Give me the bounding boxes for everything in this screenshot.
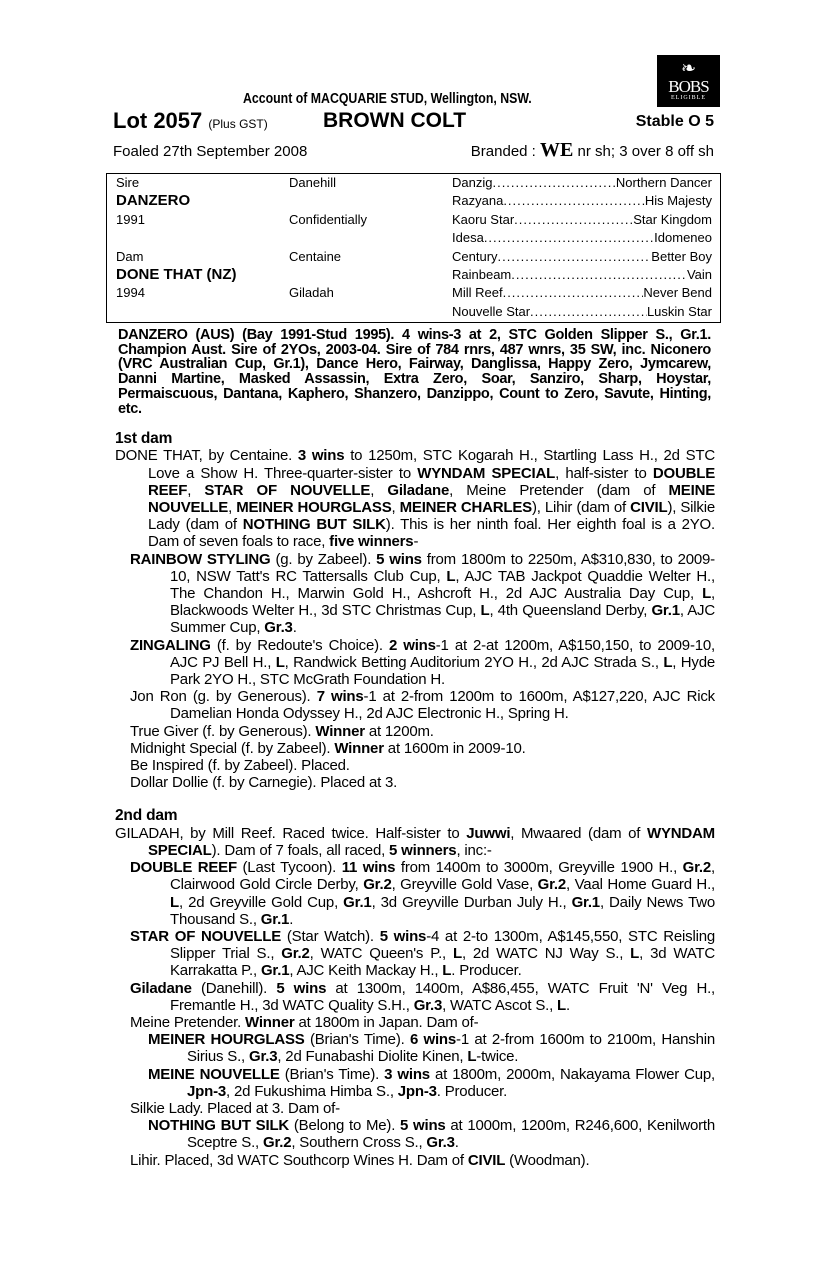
text: Jon Ron (g. by Generous).	[130, 688, 317, 706]
bold-text: 6 wins	[409, 1031, 457, 1049]
bold-text: Gr.3	[248, 1048, 278, 1066]
text: , Meine Pretender (dam of	[449, 481, 669, 499]
text: GILADAH, by Mill Reef. Raced twice. Half-sister to	[115, 824, 467, 842]
pedigree-col3	[452, 211, 712, 230]
pedigree-row	[107, 248, 720, 267]
bold-text: NOTHING BUT SILK	[242, 516, 386, 534]
ancestor: Mill Reef	[452, 285, 503, 301]
bold-text: RAINBOW STYLING	[130, 550, 271, 568]
leader-dots	[514, 211, 633, 230]
text: (g. by Zabeel).	[270, 550, 377, 568]
logo-text: BOBS	[668, 77, 709, 96]
pedigree-col3	[452, 248, 712, 267]
text: , inc:-	[456, 841, 492, 859]
bold-text: CIVIL	[630, 499, 668, 517]
pedigree-col3	[452, 174, 712, 193]
text: at 1600m in 2009-10.	[383, 739, 526, 757]
text: ,	[370, 481, 388, 499]
text: (Star Watch).	[281, 927, 380, 945]
text: ). Dam of 7 foals, all raced,	[211, 841, 390, 859]
text: (f. by Redoute's Choice).	[210, 636, 389, 654]
catalogue-text	[115, 328, 715, 1169]
pedigree-entry	[148, 1117, 715, 1151]
bold-text: Gr.2	[682, 859, 712, 877]
pedigree-row	[107, 284, 720, 303]
pedigree-col2: Confidentially	[289, 211, 368, 227]
bold-text: Juwwi	[466, 824, 511, 842]
pedigree-entry	[130, 859, 715, 928]
ancestor-sire: Vain	[686, 267, 712, 282]
ancestor-sire: Star Kingdom	[633, 211, 712, 227]
bold-text: 5 wins	[379, 927, 427, 945]
bold-text: 5 winners	[389, 841, 457, 859]
ancestor-sire: Never Bend	[643, 285, 712, 301]
text: True Giver (f. by Generous).	[130, 722, 316, 740]
text: -	[413, 533, 419, 551]
pedigree-col3	[452, 284, 712, 303]
bold-text: Gr.1	[651, 602, 680, 620]
pedigree-row	[107, 303, 720, 322]
horse-icon: ❧	[680, 58, 697, 78]
bold-text: MEINER HOURGLASS	[148, 1031, 305, 1049]
bold-text: Gr.1	[571, 893, 600, 911]
pedigree-entry	[130, 928, 715, 980]
bold-text: Gr.1	[260, 962, 290, 980]
pedigree-entry	[130, 637, 715, 689]
bold-text: Winner	[334, 739, 384, 757]
pedigree-col2: Giladah	[289, 285, 334, 301]
text: Dollar Dollie (f. by Carnegie). Placed at 3.	[130, 774, 398, 792]
bold-text: L	[557, 996, 567, 1014]
gst-note: (Plus GST)	[208, 117, 268, 131]
bold-text: Jpn-3	[187, 1082, 227, 1100]
pedigree-entry	[115, 825, 715, 859]
pedigree-row	[107, 266, 720, 285]
ancestor-sire: Better Boy	[651, 248, 712, 264]
bold-text: DOUBLE REEF	[148, 464, 716, 499]
text: ,	[391, 499, 400, 517]
ancestor: Razyana	[452, 193, 504, 209]
bold-text: Giladane	[130, 979, 192, 997]
bold-text: Giladane	[387, 481, 450, 499]
text: , Randwick Betting Auditorium 2YO H., 2d AJC Strada S.,	[284, 653, 664, 671]
bold-text: Winner	[315, 722, 365, 740]
leader-dots	[503, 284, 644, 303]
text: -twice.	[476, 1048, 519, 1066]
text: , Greyville Gold Vase,	[391, 876, 538, 894]
bold-text: 5 wins	[276, 979, 327, 997]
pedigree-col1: 1994	[116, 285, 145, 301]
text: Silkie Lady. Placed at 3. Dam of-	[130, 1099, 340, 1117]
text: , 4th Queensland Derby,	[489, 602, 652, 620]
pedigree-entry	[130, 757, 715, 774]
bold-text: CIVIL	[467, 1151, 506, 1169]
text: at 1000m, 1200m, R246,600, Kenilworth Sceptre S.,	[187, 1117, 715, 1152]
bold-text: MEINE NOUVELLE	[148, 481, 716, 517]
horse-description: BROWN COLT	[323, 109, 467, 132]
branding	[470, 139, 714, 161]
text: from 1800m to 2250m, A$310,830, to 2009-10, NSW Tatt's RC Tattersalls Club Cup,	[170, 550, 715, 585]
section-heading: 1st dam	[115, 430, 173, 448]
bold-text: L	[442, 962, 452, 980]
lot-number	[113, 108, 268, 134]
branded-label: Branded :	[470, 143, 536, 160]
bold-text: 3 wins	[384, 1065, 430, 1083]
pedigree-entry	[130, 1100, 715, 1117]
pedigree-col2: Centaine	[289, 248, 342, 264]
leader-dots	[511, 266, 687, 285]
text: , Mwaared (dam of	[510, 824, 648, 842]
text: , Vaal Home Guard H.,	[566, 876, 716, 894]
pedigree-col2: Danehill	[289, 175, 336, 190]
text: .	[454, 1134, 459, 1152]
bold-text: L	[452, 945, 462, 963]
text: ,	[187, 481, 205, 499]
ancestor: Nouvelle Star	[452, 303, 531, 319]
text: Meine Pretender.	[130, 1013, 246, 1031]
bold-text: Gr.2	[363, 876, 392, 894]
leader-dots	[484, 229, 654, 248]
text: .	[292, 619, 297, 637]
pedigree-entry	[148, 1031, 715, 1065]
pedigree-entry	[130, 688, 715, 722]
text: , Southern Cross S.,	[291, 1134, 427, 1152]
text: . Producer.	[436, 1082, 508, 1100]
text: Be Inspired (f. by Zabeel). Placed.	[130, 757, 350, 775]
bold-text: DOUBLE REEF	[130, 859, 237, 877]
text: from 1400m to 3000m, Greyville 1900 H.,	[395, 859, 683, 877]
bold-text: Jpn-3	[397, 1082, 437, 1100]
text: ), Silkie Lady (dam of	[148, 499, 715, 534]
leader-dots	[530, 303, 647, 322]
bold-text: L	[630, 945, 640, 963]
pedigree-entry	[130, 723, 715, 740]
pedigree-col1: Dam	[116, 248, 144, 264]
bold-text: Gr.1	[343, 893, 372, 911]
pedigree-col3	[452, 229, 712, 248]
ancestor-sire: Luskin Star	[646, 303, 712, 319]
text: Midnight Special (f. by Zabeel).	[130, 739, 335, 757]
text: , WATC Ascot S.,	[442, 996, 558, 1014]
ancestor: Century	[452, 248, 498, 264]
bold-text: 11 wins	[341, 859, 396, 877]
pedigree-col1: DANZERO	[116, 192, 191, 210]
text: , 3d Greyville Durban July H.,	[371, 893, 572, 911]
pedigree-entry	[130, 980, 715, 1014]
text: to 1250m, STC Kogarah H., Startling Lass H., 2d STC Love a Show H. Three-quarter-sister to	[148, 447, 716, 482]
text: (Brian's Time).	[304, 1031, 410, 1049]
bold-text: L	[467, 1048, 477, 1066]
ancestor: Kaoru Star	[452, 211, 515, 227]
pedigree-row	[107, 192, 720, 211]
logo-subtext: ELIGIBLE	[671, 95, 706, 101]
ancestor: Idesa	[452, 230, 484, 246]
brand-mark: WE	[540, 139, 574, 161]
bold-text: Gr.2	[262, 1134, 292, 1152]
leader-dots	[503, 192, 645, 211]
bold-text: five winners	[329, 533, 414, 551]
text: ), Lihir (dam of	[531, 499, 631, 517]
text: -1 at 2-at 1200m, A$150,150, to 2009-10, AJC PJ Bell H.,	[170, 636, 715, 671]
bold-text: NOTHING BUT SILK	[148, 1117, 290, 1135]
bold-text: L	[480, 602, 490, 620]
bold-text: Gr.3	[426, 1134, 455, 1152]
bold-text: STAR OF NOUVELLE	[204, 481, 371, 499]
bold-text: 5 wins	[400, 1117, 446, 1135]
stable-location: Stable O 5	[635, 113, 714, 130]
text: at 1800m in Japan. Dam of-	[294, 1013, 479, 1031]
section-heading: 2nd dam	[115, 807, 178, 825]
ancestor-sire: Idomeneo	[654, 230, 712, 246]
pedigree-col1: 1991	[116, 211, 145, 227]
text: , AJC Keith Mackay H.,	[289, 962, 443, 980]
text: , 2d Funabashi Diolite Kinen,	[277, 1048, 468, 1066]
branded-text: nr sh; 3 over 8 off sh	[577, 143, 714, 160]
bold-text: Gr.3	[413, 996, 443, 1014]
bold-text: Gr.2	[281, 945, 310, 963]
bold-text: ZINGALING	[130, 636, 211, 654]
pedigree-row	[107, 229, 720, 248]
pedigree-entry	[130, 1014, 715, 1031]
text: , WATC Queen's P.,	[309, 945, 453, 963]
pedigree-entry	[130, 1152, 715, 1169]
bold-text: Gr.3	[264, 619, 293, 637]
text: .	[566, 996, 570, 1014]
pedigree-entry	[130, 774, 715, 791]
bold-text: MEINE NOUVELLE	[148, 1065, 280, 1083]
text: , Blackwoods Welter H., 3d STC Christmas Cup,	[170, 585, 715, 620]
text: at 1300m, 1400m, A$86,455, WATC Fruit 'N' Veg H., Fremantle H., 3d WATC Quality S.H.,	[170, 979, 716, 1014]
bold-text: Gr.1	[260, 910, 290, 928]
bold-text: L	[446, 567, 456, 585]
pedigree-col1: DONE THAT (NZ)	[116, 266, 237, 283]
ancestor: Danzig	[452, 175, 493, 190]
text: (Last Tycoon).	[236, 859, 342, 877]
pedigree-table	[106, 173, 721, 323]
bold-text: L	[275, 653, 285, 671]
text: , AJC TAB Jackpot Quaddie Welter H., The Chandon H., Marwin Gold H., Ashcroft H., 2d AJC Australia Day Cup,	[170, 567, 715, 603]
text: .	[289, 910, 294, 928]
pedigree-col3	[452, 266, 712, 285]
text: , half-sister to	[555, 464, 653, 482]
ancestor-sire: Northern Dancer	[615, 175, 712, 190]
text: ,	[228, 499, 237, 517]
text: , 2d Greyville Gold Cup,	[178, 893, 344, 911]
ancestor-sire: His Majesty	[644, 193, 712, 209]
text: , Clairwood Gold Circle Derby,	[170, 859, 716, 894]
pedigree-row	[107, 174, 720, 193]
lot-label: Lot 2057	[113, 108, 203, 133]
text: (Belong to Me).	[289, 1117, 401, 1135]
bold-text: L	[663, 653, 673, 671]
bobs-eligible-logo	[657, 55, 720, 107]
bold-text: 5 wins	[376, 550, 422, 568]
bold-text: 7 wins	[316, 688, 364, 706]
leader-dots	[492, 174, 615, 193]
pedigree-row	[107, 211, 720, 230]
text: , 2d Fukushima Himba S.,	[226, 1082, 398, 1100]
foaled-date: Foaled 27th September 2008	[113, 143, 308, 160]
bold-text: Gr.2	[537, 876, 567, 894]
text: , Daily News Two Thousand S.,	[170, 893, 715, 928]
bold-text: 3 wins	[297, 447, 345, 465]
bold-text: L	[170, 893, 179, 911]
bold-text: WYNDAM SPECIAL	[417, 464, 556, 482]
text: , 2d WATC NJ Way S.,	[461, 945, 631, 963]
text: Lihir. Placed, 3d WATC Southcorp Wines H. Dam of	[130, 1151, 468, 1169]
text: , 3d WATC Karrakatta P.,	[170, 945, 716, 980]
bold-text: L	[702, 585, 712, 603]
bold-text: WYNDAM SPECIAL	[148, 824, 715, 859]
text: ). This is her ninth foal. Her eighth foal is a 2YO. Dam of seven foals to race,	[148, 516, 715, 551]
pedigree-col3	[452, 303, 712, 322]
text: , AJC Summer Cup,	[170, 602, 715, 637]
text: , Hyde Park 2YO H., STC McGrath Foundation H.	[170, 653, 715, 689]
leader-dots	[498, 248, 652, 267]
text: (Woodman).	[505, 1151, 590, 1169]
catalogue-body	[115, 430, 715, 1169]
text: -1 at 2-from 1600m to 2100m, Hanshin Sirius S.,	[187, 1031, 715, 1066]
pedigree-col3	[452, 192, 712, 211]
text: -1 at 2-from 1200m to 1600m, A$127,220, AJC Rick Damelian Honda Odyssey H., 2d AJC Electronic H., Spring H.	[170, 688, 715, 723]
pedigree-entry	[130, 551, 715, 637]
bold-text: 2 wins	[388, 636, 436, 654]
pedigree-entry	[130, 740, 715, 757]
vendor-account: Account of MACQUARIE STUD, Wellington, NSW.	[243, 91, 532, 107]
pedigree-entry	[148, 1066, 715, 1100]
pedigree-col1: Sire	[116, 175, 140, 190]
bold-text: STAR OF NOUVELLE	[130, 927, 282, 945]
text: (Danehill).	[191, 979, 277, 997]
text: (Brian's Time).	[279, 1065, 385, 1083]
text: . Producer.	[451, 962, 522, 980]
ancestor: Rainbeam	[452, 267, 512, 282]
bold-text: MEINER CHARLES	[399, 499, 532, 517]
text: at 1200m.	[364, 722, 434, 740]
bold-text: Winner	[245, 1013, 295, 1031]
text: -4 at 2-to 1300m, A$145,550, STC Reisling Slipper Trial S.,	[170, 927, 716, 963]
text: at 1800m, 2000m, Nakayama Flower Cup,	[429, 1065, 715, 1083]
sire-description: DANZERO (AUS) (Bay 1991-Stud 1995). 4 wins-3 at 2, STC Golden Slipper S., Gr.1. Champion Aust. Sire of 2YOs, 2003-04. Sire of 784 rnrs, 487 wnrs, 35 SW, inc. Niconero (VRC Australian Cup, Gr.1), Dance Hero, Fairway, Danglissa, Happy Zero, Jymcarew, Danni Martine, Masked Assassin, Extra Zero, Soar, Sanziro, Sharp, Hoystar, Permaiscuous, Dantana, Kaphero, Shanzero, Danzippo, Count to Zero, Savute, Hinting, etc.	[118, 327, 711, 417]
pedigree-entry	[115, 447, 715, 550]
text: DONE THAT, by Centaine.	[115, 447, 298, 465]
bold-text: MEINER HOURGLASS	[236, 499, 392, 517]
